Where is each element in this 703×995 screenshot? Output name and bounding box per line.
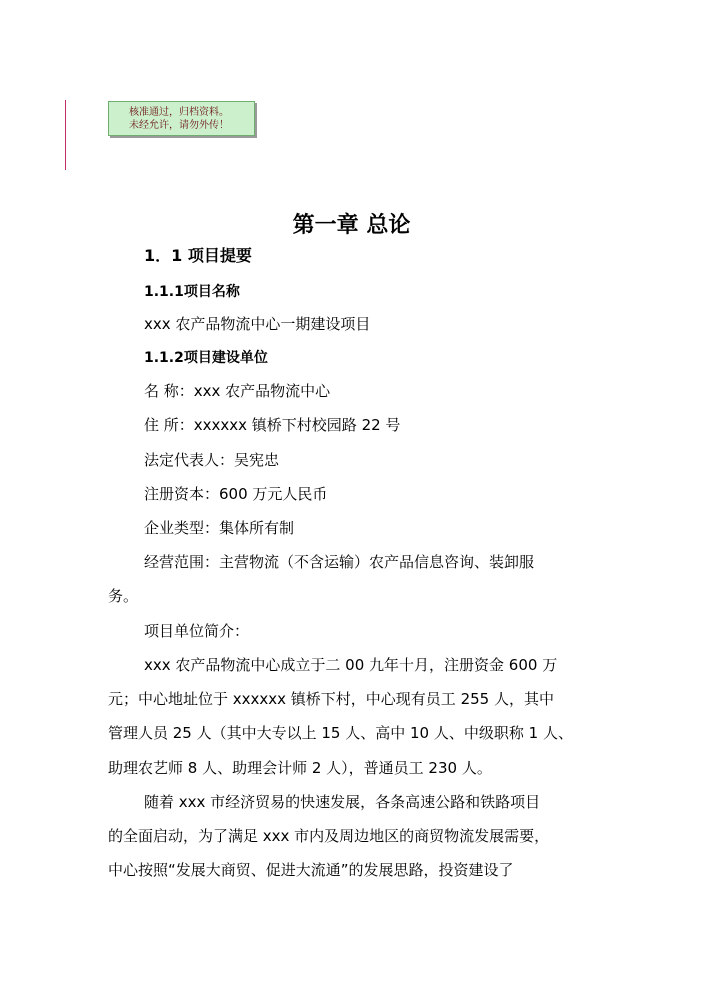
unit-address: 住 所：xxxxxx 镇桥下村校园路 22 号 <box>144 416 401 434</box>
legal-representative: 法定代表人：吴宪忠 <box>144 451 280 469</box>
section-heading-1-1-2: 1.1.2项目建设单位 <box>144 350 268 366</box>
paragraph-1-line-4: 助理农艺师 8 人、助理会计师 2 人），普通员工 230 人。 <box>108 759 492 777</box>
unit-name: 名 称：xxx 农产品物流中心 <box>144 382 331 400</box>
margin-change-bar <box>65 100 66 170</box>
section-heading-1-1-1: 1.1.1项目名称 <box>144 284 240 300</box>
unit-intro-heading: 项目单位简介： <box>144 622 250 640</box>
paragraph-1-line-1: xxx 农产品物流中心成立于二 00 九年十月，注册资金 600 万 <box>144 656 558 674</box>
paragraph-2-line-2: 的全面启动，为了满足 xxx 市内及周边地区的商贸物流发展需要， <box>108 827 550 845</box>
paragraph-1-line-2: 元；中心地址位于 xxxxxx 镇桥下村，中心现有员工 255 人，其中 <box>108 690 554 708</box>
paragraph-2-line-3: 中心按照“发展大商贸、促进大流通”的发展思路，投资建设了 <box>108 861 514 879</box>
registered-capital: 注册资本：600 万元人民币 <box>144 485 328 503</box>
chapter-title: 第一章 总论 <box>292 213 411 238</box>
paragraph-2-line-1: 随着 xxx 市经济贸易的快速发展，各条高速公路和铁路项目 <box>144 793 541 811</box>
project-name: xxx 农产品物流中心一期建设项目 <box>144 315 371 333</box>
paragraph-1-line-3: 管理人员 25 人（其中大专以上 15 人、高中 10 人、中级职称 1 人、 <box>108 724 573 742</box>
enterprise-type: 企业类型：集体所有制 <box>144 519 295 537</box>
business-scope-line-2: 务。 <box>108 587 139 605</box>
approval-stamp <box>108 101 255 136</box>
section-heading-1-1: 1．1 项目提要 <box>144 246 252 265</box>
business-scope-line-1: 经营范围：主营物流（不含运输）农产品信息咨询、装卸服 <box>144 553 535 571</box>
stamp-line-2: 未经允许，请勿外传！ <box>129 120 229 131</box>
stamp-line-1: 核准通过，归档资料。 <box>129 107 229 118</box>
